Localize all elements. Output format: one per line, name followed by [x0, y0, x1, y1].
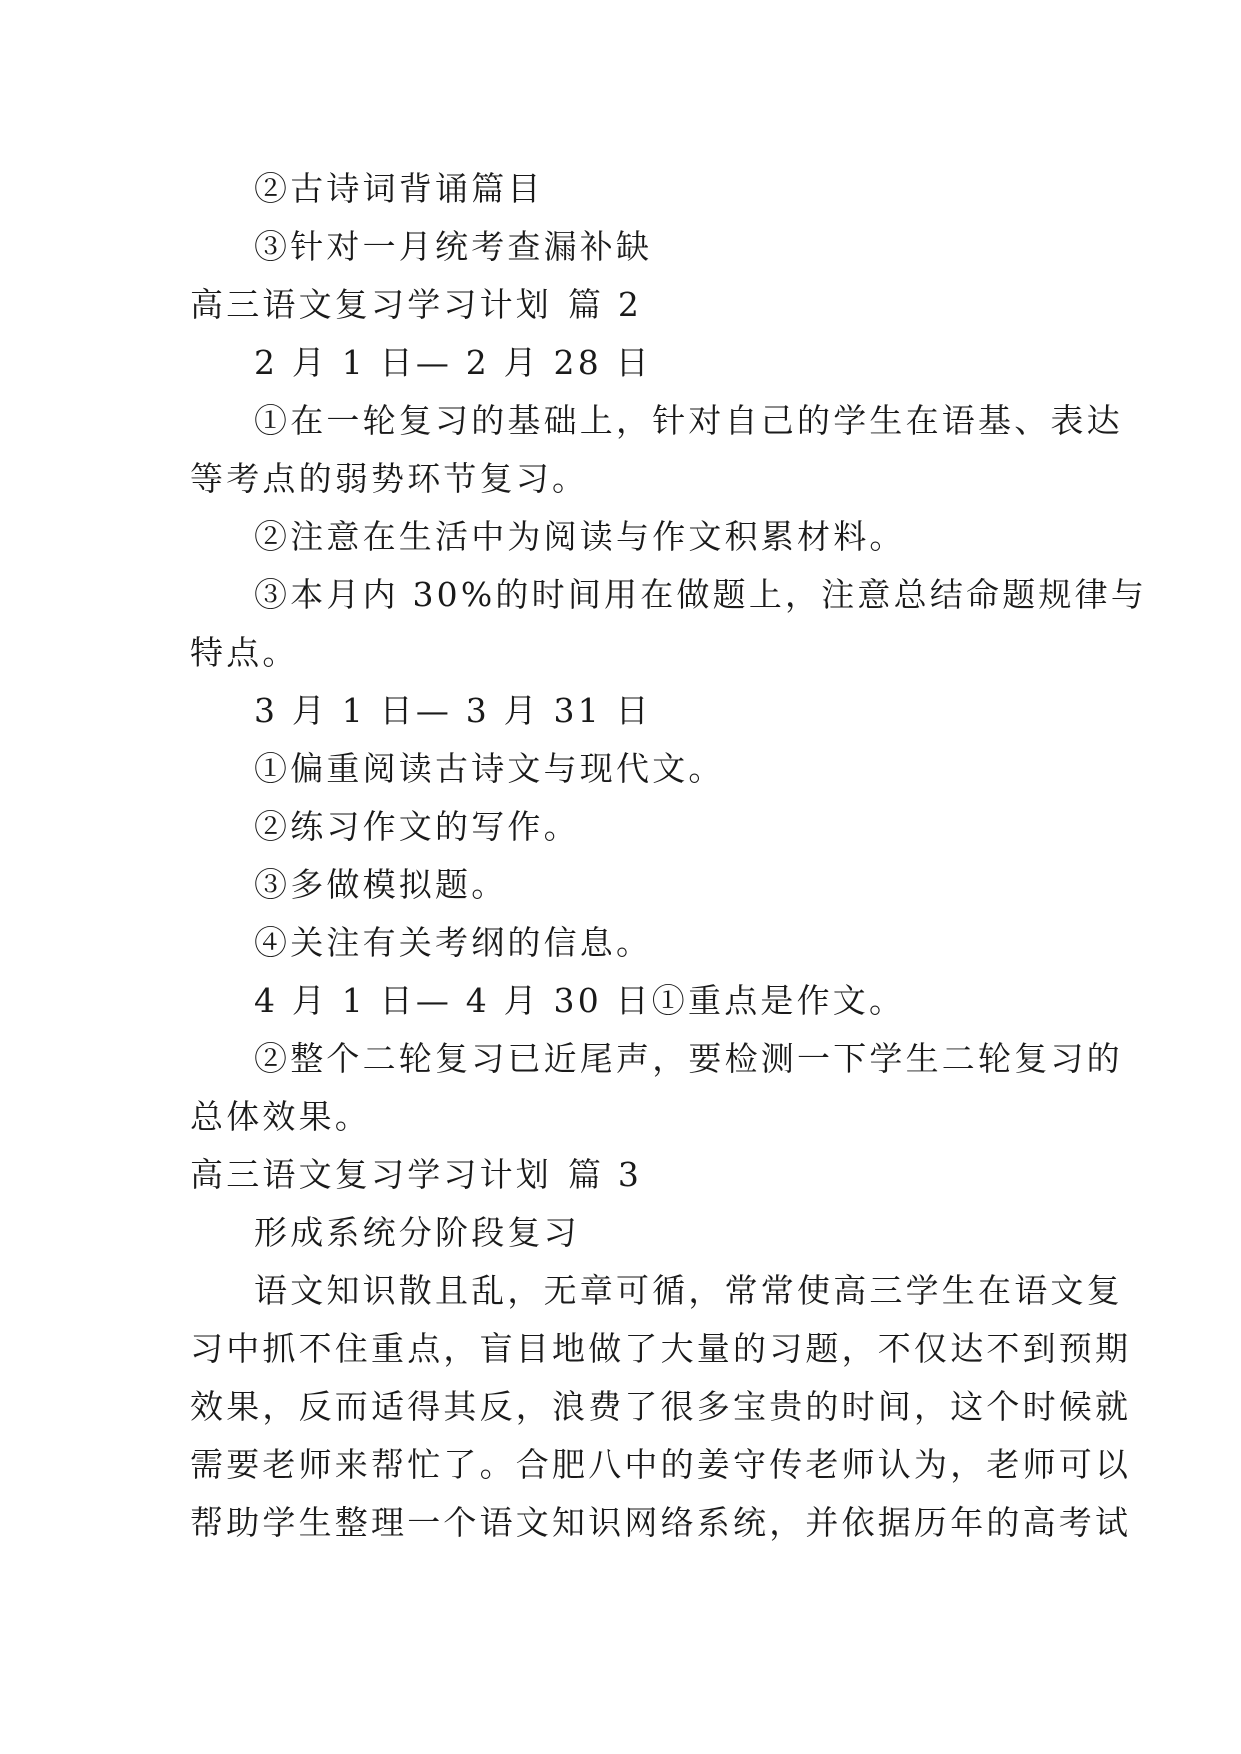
- section-heading-number: 篇 2: [568, 285, 643, 324]
- section-heading-title: 高三语文复习学习计划: [190, 1155, 552, 1194]
- paragraph-line: 总体效果。: [190, 1097, 371, 1136]
- paragraph-line: 特点。: [190, 633, 299, 672]
- list-item: ③针对一月统考查漏补缺: [254, 227, 653, 266]
- paragraph-line: 帮助学生整理一个语文知识网络系统，并依据历年的高考试: [190, 1503, 1132, 1542]
- paragraph-line: 效果，反而适得其反，浪费了很多宝贵的时间，这个时候就: [190, 1387, 1132, 1426]
- date-range: 2 月 1 日— 2 月 28 日: [254, 343, 652, 382]
- list-item: ③多做模拟题。: [254, 865, 508, 904]
- list-item: ①偏重阅读古诗文与现代文。: [254, 749, 725, 788]
- paragraph-line: 语文知识散且乱，无章可循，常常使高三学生在语文复: [254, 1271, 1123, 1310]
- date-range: 4 月 1 日— 4 月 30 日①重点是作文。: [254, 981, 906, 1020]
- paragraph-line: ②整个二轮复习已近尾声，要检测一下学生二轮复习的: [254, 1039, 1123, 1078]
- paragraph-line: ①在一轮复习的基础上，针对自己的学生在语基、表达: [254, 401, 1123, 440]
- section-heading-number: 篇 3: [568, 1155, 643, 1194]
- paragraph-line: 习中抓不住重点，盲目地做了大量的习题，不仅达不到预期: [190, 1329, 1132, 1368]
- paragraph-line: 需要老师来帮忙了。合肥八中的姜守传老师认为，老师可以: [190, 1445, 1132, 1484]
- section-heading: [190, 1146, 1050, 1204]
- section-heading-title: 高三语文复习学习计划: [190, 285, 552, 324]
- paragraph-line: 等考点的弱势环节复习。: [190, 459, 589, 498]
- section-heading: [190, 276, 1050, 334]
- paragraph-line: ③本月内 30%的时间用在做题上，注意总结命题规律与: [254, 575, 1148, 614]
- list-item: ②练习作文的写作。: [254, 807, 580, 846]
- subheading: 形成系统分阶段复习: [254, 1213, 580, 1252]
- list-item: ②注意在生活中为阅读与作文积累材料。: [254, 517, 906, 556]
- date-range: 3 月 1 日— 3 月 31 日: [254, 691, 652, 730]
- document-body: [190, 160, 1148, 1552]
- list-item: ④关注有关考纲的信息。: [254, 923, 653, 962]
- list-item: ②古诗词背诵篇目: [254, 169, 544, 208]
